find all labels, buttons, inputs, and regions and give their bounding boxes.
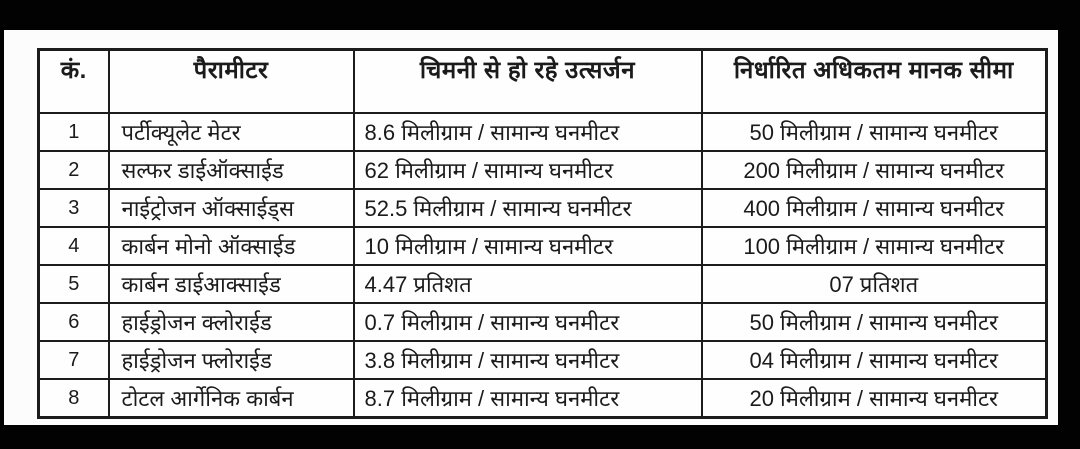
cell-limit: 04 मिलीग्राम / सामान्य घनमीटर <box>702 341 1047 379</box>
cell-parameter: नाईट्रोजन ऑक्साईड्स <box>109 189 354 227</box>
cell-serial: 1 <box>39 113 109 151</box>
table-row <box>39 189 1047 227</box>
cell-serial: 3 <box>39 189 109 227</box>
cell-parameter: कार्बन डाईआक्साईड <box>109 265 354 303</box>
column-header-parameter: पैरामीटर <box>109 50 354 114</box>
column-header-serial: कं. <box>39 50 109 114</box>
table-row <box>39 265 1047 303</box>
table-row <box>39 113 1047 151</box>
cell-parameter: सल्फर डाईऑक्साईड <box>109 151 354 189</box>
cell-emission: 0.7 मिलीग्राम / सामान्य घनमीटर <box>354 303 702 341</box>
cell-emission: 8.7 मिलीग्राम / सामान्य घनमीटर <box>354 379 702 418</box>
column-header-limit: निर्धारित अधिकतम मानक सीमा <box>702 50 1047 114</box>
cell-limit: 400 मिलीग्राम / सामान्य घनमीटर <box>702 189 1047 227</box>
table-row <box>39 379 1047 418</box>
cell-parameter: हाईड्रोजन क्लोराईड <box>109 303 354 341</box>
cell-limit: 50 मिलीग्राम / सामान्य घनमीटर <box>702 303 1047 341</box>
cell-serial: 2 <box>39 151 109 189</box>
table-row <box>39 341 1047 379</box>
header-row <box>39 50 1047 114</box>
cell-serial: 5 <box>39 265 109 303</box>
cell-limit: 50 मिलीग्राम / सामान्य घनमीटर <box>702 113 1047 151</box>
table-row <box>39 303 1047 341</box>
cell-emission: 62 मिलीग्राम / सामान्य घनमीटर <box>354 151 702 189</box>
bottom-letterbox-bar <box>0 425 1080 449</box>
column-header-emission: चिमनी से हो रहे उत्सर्जन <box>354 50 702 114</box>
cell-limit: 20 मिलीग्राम / सामान्य घनमीटर <box>702 379 1047 418</box>
left-letterbox-bar <box>0 0 4 449</box>
emission-standards-table <box>37 48 1048 419</box>
cell-parameter: हाईड्रोजन फ्लोराईड <box>109 341 354 379</box>
right-letterbox-bar <box>1058 0 1080 449</box>
cell-emission: 3.8 मिलीग्राम / सामान्य घनमीटर <box>354 341 702 379</box>
top-letterbox-bar <box>0 0 1080 30</box>
cell-parameter: पर्टीक्यूलेट मेटर <box>109 113 354 151</box>
table-row <box>39 227 1047 265</box>
cell-serial: 6 <box>39 303 109 341</box>
cell-serial: 4 <box>39 227 109 265</box>
cell-serial: 8 <box>39 379 109 418</box>
cell-limit: 200 मिलीग्राम / सामान्य घनमीटर <box>702 151 1047 189</box>
cell-limit: 100 मिलीग्राम / सामान्य घनमीटर <box>702 227 1047 265</box>
cell-emission: 8.6 मिलीग्राम / सामान्य घनमीटर <box>354 113 702 151</box>
cell-emission: 52.5 मिलीग्राम / सामान्य घनमीटर <box>354 189 702 227</box>
cell-serial: 7 <box>39 341 109 379</box>
cell-limit: 07 प्रतिशत <box>702 265 1047 303</box>
table-row <box>39 151 1047 189</box>
cell-emission: 10 मिलीग्राम / सामान्य घनमीटर <box>354 227 702 265</box>
cell-parameter: कार्बन मोनो ऑक्साईड <box>109 227 354 265</box>
cell-emission: 4.47 प्रतिशत <box>354 265 702 303</box>
cell-parameter: टोटल आर्गेनिक कार्बन <box>109 379 354 418</box>
